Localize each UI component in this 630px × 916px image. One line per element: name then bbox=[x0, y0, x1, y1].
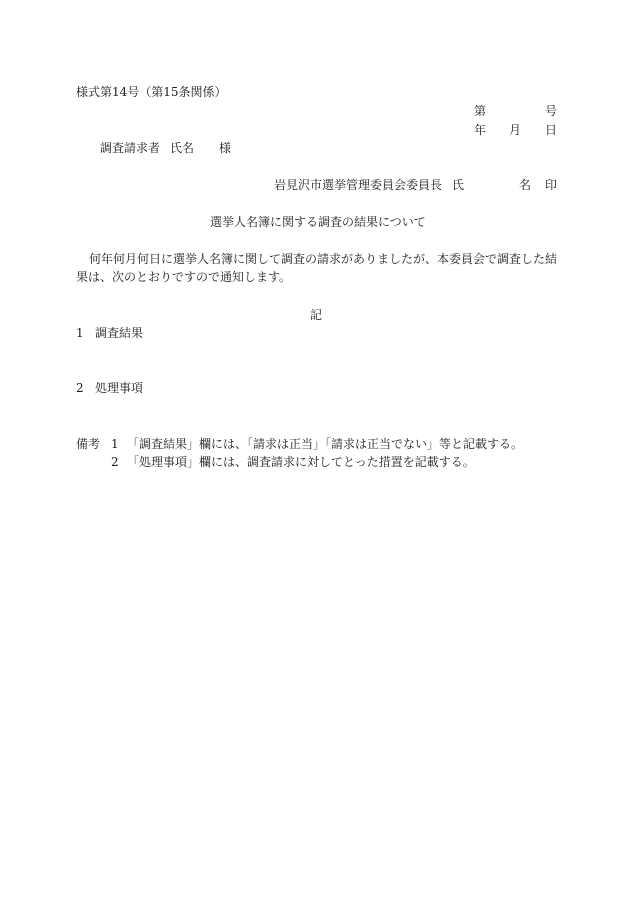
addressee-honorific: 様 bbox=[219, 141, 232, 155]
item-number: 1 bbox=[76, 326, 84, 340]
date-day-label: 日 bbox=[545, 123, 558, 137]
item-label-processing: 処理事項 bbox=[95, 381, 144, 395]
addressee-name-label: 氏名 bbox=[170, 141, 195, 155]
date-year-label: 年 bbox=[474, 123, 487, 137]
note-text: 「調査結果」欄には、「請求は正当」「請求は正当でない」等と記載する。 bbox=[127, 437, 524, 451]
seal-mark: 印 bbox=[545, 178, 558, 192]
ki-heading: 記 bbox=[310, 308, 323, 322]
document-title: 選挙人名簿に関する調査の結果について bbox=[210, 215, 426, 229]
addressee-role: 調査請求者 bbox=[100, 141, 161, 155]
sender-title: 岩見沢市選挙管理委員会委員長 bbox=[274, 178, 443, 192]
form-number: 様式第14号（第15条関係） bbox=[76, 85, 227, 99]
sender-name-label-2: 名 bbox=[519, 178, 532, 192]
date-month-label: 月 bbox=[509, 123, 522, 137]
body-line-2: 果は、次のとおりですので通知します。 bbox=[76, 270, 292, 284]
note-text: 「処理事項」欄には、調査請求に対してとった措置を記載する。 bbox=[127, 455, 475, 469]
document-number-prefix: 第 bbox=[474, 104, 487, 118]
notes-heading: 備考 bbox=[76, 437, 101, 451]
document-number-suffix: 号 bbox=[545, 104, 558, 118]
note-number: 1 bbox=[111, 437, 119, 451]
body-line-1: 何年何月何日に選挙人名簿に関して調査の請求がありましたが、本委員会で調査した結 bbox=[89, 252, 558, 266]
sender-name-label-1: 氏 bbox=[452, 178, 465, 192]
item-number: 2 bbox=[76, 381, 84, 395]
item-label-survey-result: 調査結果 bbox=[95, 326, 144, 340]
note-number: 2 bbox=[111, 455, 119, 469]
